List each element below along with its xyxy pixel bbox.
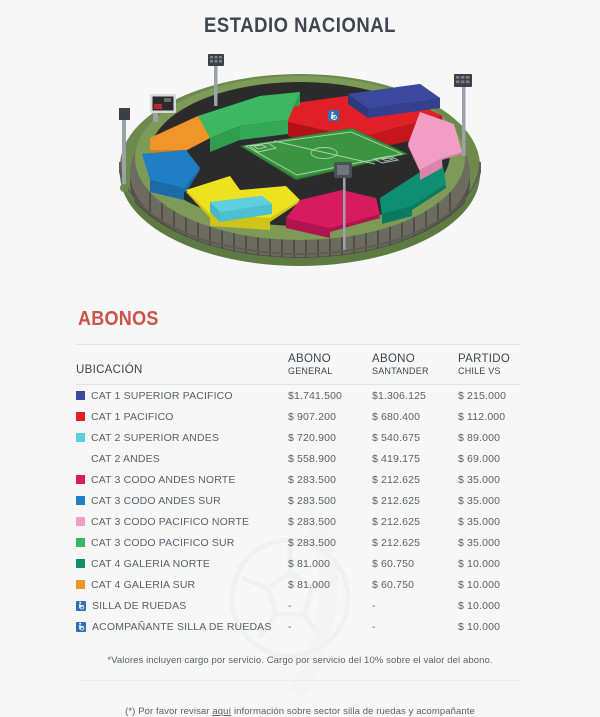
sector-color-swatch — [76, 496, 85, 505]
table-row[interactable] — [76, 574, 520, 595]
sector-name: CAT 4 GALERIA SUR — [91, 578, 196, 591]
cell-abono-santander: $1.306.125 — [372, 389, 427, 402]
stadium-illustration — [0, 42, 600, 272]
cell-ubicacion — [76, 532, 288, 553]
sector-name: CAT 3 CODO PACIFICO NORTE — [91, 515, 250, 528]
table-header — [76, 345, 520, 385]
column-header-partido-sub: CHILE VS — [458, 366, 501, 376]
section-title: ABONOS — [78, 308, 159, 330]
sector-name: CAT 4 GALERIA NORTE — [91, 557, 210, 570]
sector-name: CAT 3 CODO ANDES SUR — [91, 494, 221, 507]
column-header-partido-main: PARTIDO — [458, 353, 511, 365]
cell-partido: $ 10.000 — [458, 599, 501, 612]
cell-partido: $ 10.000 — [458, 620, 501, 633]
wheelchair-icon — [328, 110, 339, 121]
cell-abono-general: $ 907.200 — [288, 410, 337, 423]
sector-color-swatch — [76, 433, 85, 442]
cell-abono-general: $ 283.500 — [288, 536, 337, 549]
cell-partido: $ 112.000 — [458, 410, 506, 423]
column-header-abono-santander — [372, 345, 458, 385]
table-row[interactable] — [76, 595, 520, 616]
cell-abono-santander: $ 419.175 — [372, 452, 421, 465]
table-row[interactable] — [76, 469, 520, 490]
cell-ubicacion — [76, 574, 288, 595]
cell-ubicacion — [76, 511, 288, 532]
column-header-abono-santander-sub: SANTANDER — [372, 366, 429, 376]
cell-ubicacion — [76, 427, 288, 448]
table-body — [76, 385, 520, 638]
stadium-3d-map — [90, 42, 510, 267]
cell-abono-santander: $ 680.400 — [372, 410, 421, 423]
sector-name: CAT 3 CODO ANDES NORTE — [91, 473, 236, 486]
sector-color-swatch — [76, 559, 85, 568]
sector-color-swatch — [76, 580, 85, 589]
cell-ubicacion — [76, 448, 288, 469]
sector-color-swatch — [76, 454, 85, 463]
table-row[interactable] — [76, 553, 520, 574]
price-table — [76, 344, 520, 637]
cell-abono-general: $ 283.500 — [288, 515, 337, 528]
table-row[interactable] — [76, 490, 520, 511]
table-row[interactable] — [76, 385, 520, 407]
sector-name: CAT 3 CODO PACIFICO SUR — [91, 536, 235, 549]
column-header-abono-general-main: ABONO — [288, 353, 332, 365]
sector-name: ACOMPAÑANTE SILLA DE RUEDAS — [92, 620, 272, 633]
cell-abono-general: $ 720.900 — [288, 431, 337, 444]
cell-partido: $ 35.000 — [458, 473, 501, 486]
cell-partido: $ 35.000 — [458, 536, 501, 549]
table-header-row — [76, 345, 520, 385]
abonos-section — [0, 308, 600, 717]
column-header-partido — [458, 345, 520, 385]
wheelchair-note — [78, 706, 522, 717]
cell-ubicacion — [76, 385, 288, 407]
sector-name: CAT 2 ANDES — [91, 452, 160, 465]
cell-abono-general: $ 283.500 — [288, 494, 337, 507]
cell-abono-santander: $ 212.625 — [372, 515, 421, 528]
cell-partido: $ 10.000 — [458, 557, 501, 570]
wheelchair-icon — [76, 601, 86, 611]
column-header-ubicacion-main: UBICACIÓN — [76, 364, 143, 376]
table-row[interactable] — [76, 532, 520, 553]
cell-partido: $ 69.000 — [458, 452, 501, 465]
sector-color-swatch — [76, 517, 85, 526]
cell-abono-general: $ 81.000 — [288, 578, 331, 591]
wheelchair-icon — [76, 622, 86, 632]
sector-name: CAT 1 SUPERIOR PACIFICO — [91, 389, 233, 402]
sector-name: SILLA DE RUEDAS — [92, 599, 187, 612]
service-charge-note: *Valores incluyen cargo por servicio. Cargo por servicio del 10% sobre el valor del abono. — [107, 655, 493, 666]
sector-name: CAT 1 PACIFICO — [91, 410, 174, 423]
cell-abono-santander: $ 60.750 — [372, 557, 415, 570]
wheelchair-info-link[interactable]: aquí — [212, 706, 232, 717]
wheelchair-note-prefix: (*) Por favor revisar — [125, 706, 213, 717]
table-row[interactable] — [76, 511, 520, 532]
cell-partido: $ 35.000 — [458, 494, 501, 507]
table-row[interactable] — [76, 427, 520, 448]
column-header-abono-general — [288, 345, 372, 385]
column-header-ubicacion — [76, 345, 288, 385]
page-title: ESTADIO NACIONAL — [204, 14, 396, 37]
column-header-abono-santander-main: ABONO — [372, 353, 416, 365]
wheelchair-note-suffix: información sobre sector silla de ruedas y acompañante — [231, 706, 475, 717]
cell-abono-santander: - — [372, 599, 376, 612]
cell-abono-general: $ 81.000 — [288, 557, 331, 570]
cell-ubicacion — [76, 595, 288, 616]
cell-partido: $ 89.000 — [458, 431, 501, 444]
sector-color-swatch — [76, 412, 85, 421]
cell-abono-santander: $ 212.625 — [372, 536, 421, 549]
cell-ubicacion — [76, 406, 288, 427]
cell-abono-santander: - — [372, 620, 376, 633]
cell-ubicacion — [76, 553, 288, 574]
cell-abono-general: $1.741.500 — [288, 389, 343, 402]
cell-abono-santander: $ 212.625 — [372, 494, 421, 507]
cell-abono-general: - — [288, 620, 292, 633]
sector-color-swatch — [76, 538, 85, 547]
cell-ubicacion — [76, 469, 288, 490]
cell-ubicacion — [76, 490, 288, 511]
sector-name: CAT 2 SUPERIOR ANDES — [91, 431, 220, 444]
cell-ubicacion — [76, 616, 288, 637]
sector-color-swatch — [76, 475, 85, 484]
cell-abono-santander: $ 60.750 — [372, 578, 415, 591]
footer-divider — [78, 680, 522, 681]
cell-partido: $ 35.000 — [458, 515, 501, 528]
column-header-abono-general-sub: GENERAL — [288, 366, 333, 376]
cell-abono-general: $ 558.900 — [288, 452, 337, 465]
cell-abono-general: $ 283.500 — [288, 473, 337, 486]
sector-color-swatch — [76, 391, 85, 400]
cell-abono-santander: $ 540.675 — [372, 431, 421, 444]
table-row[interactable] — [76, 616, 520, 637]
cell-abono-general: - — [288, 599, 292, 612]
table-row[interactable] — [76, 406, 520, 427]
cell-partido: $ 215.000 — [458, 389, 507, 402]
cell-partido: $ 10.000 — [458, 578, 501, 591]
cell-abono-santander: $ 212.625 — [372, 473, 421, 486]
table-row[interactable] — [76, 448, 520, 469]
